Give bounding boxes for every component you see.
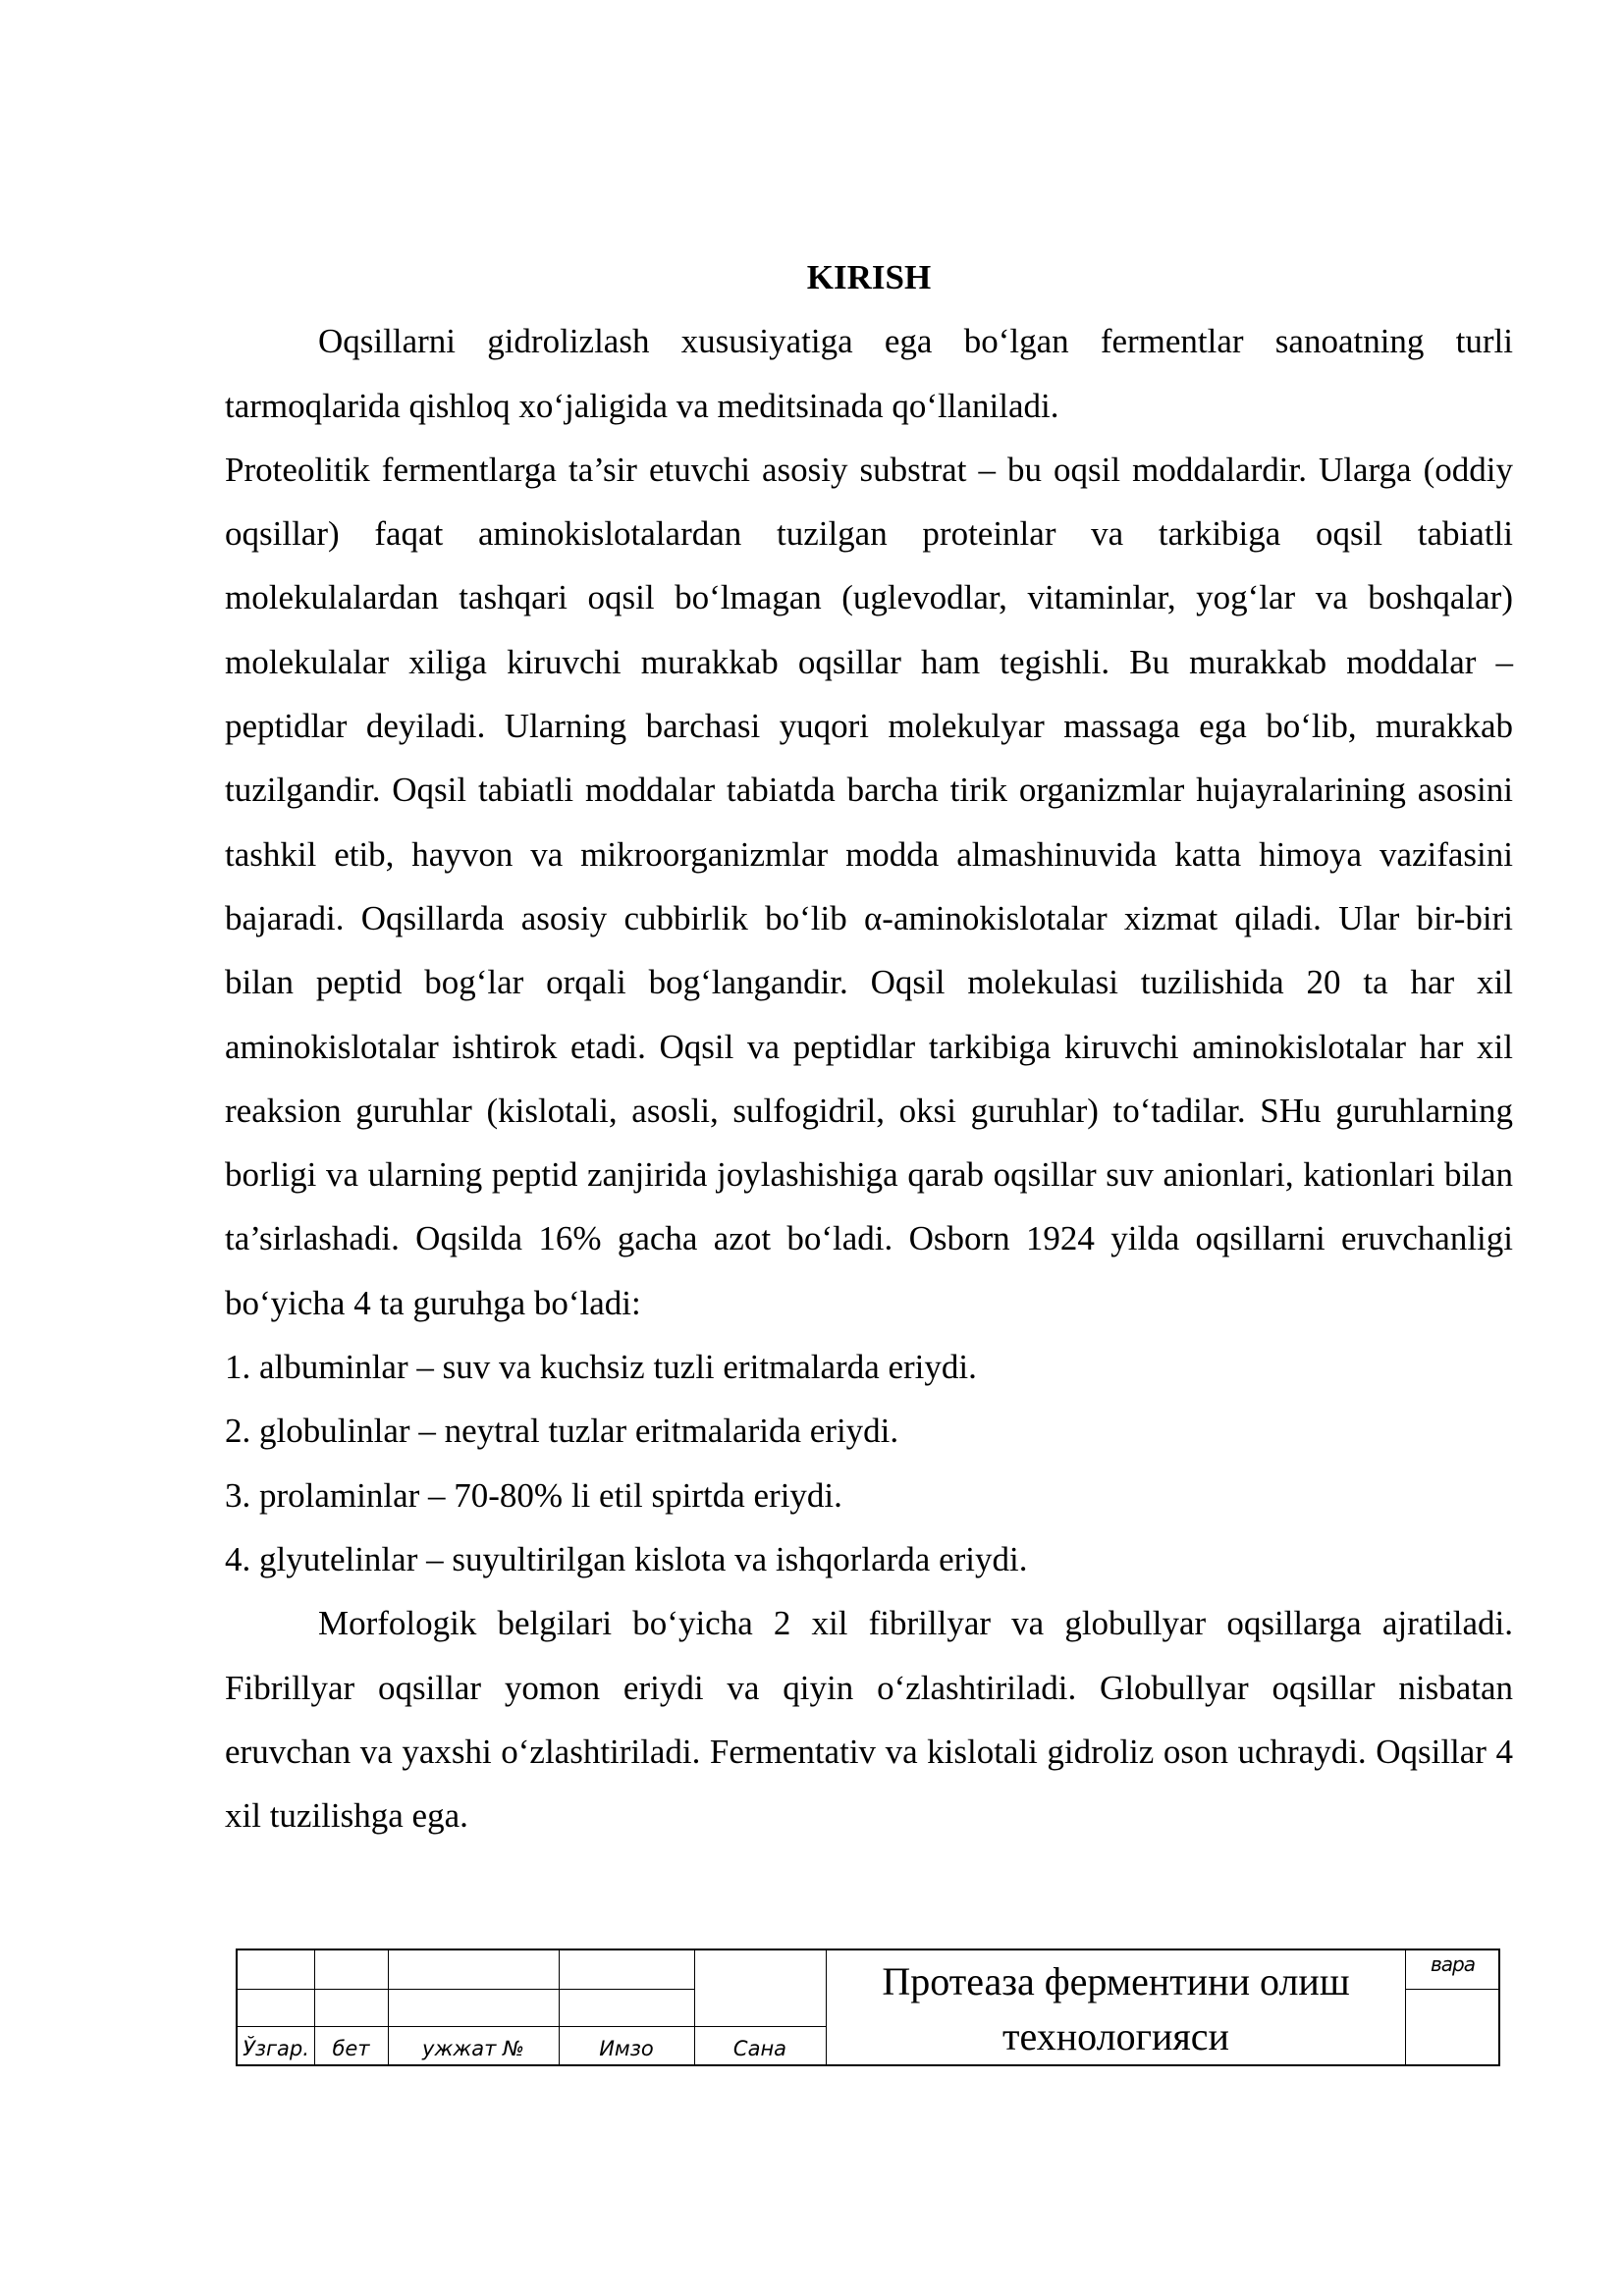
section-heading: KIRISH — [806, 258, 932, 296]
list-item: 4. glyutelinlar – suyultirilgan kislota va ishqorlarda eriydi. — [225, 1539, 1028, 1578]
paragraph: Morfologik belgilari bo‘yicha 2 xil fibrillyar va globullyar oqsillarga ajratiladi. Fibrillyar oqsillar yomon eriydi va qiyin o‘zlashtiriladi. Globullyar oqsillar nisbatan eruvchan va yaxshi o‘zlashtiriladi. Fermentativ va kislotali gidroliz oson uchraydi. Oqsillar 4 xil tuzilishga ega. — [225, 1604, 1513, 1836]
page-content — [225, 245, 1513, 1847]
list-item: 3. prolaminlar – 70-80% li etil spirtda eriydi. — [225, 1475, 842, 1515]
title-block — [236, 1949, 1500, 2066]
table-divider — [1405, 1989, 1500, 1990]
column-label-signature: Имзо — [599, 2037, 654, 2060]
list-item: 2. globulinlar – neytral tuzlar eritmalarida eriydi. — [225, 1412, 899, 1451]
paragraph: Proteolitik fermentlarga ta’sir etuvchi asosiy substrat – bu oqsil moddalardir. Ularga (oddiy oqsillar) faqat aminokislotalardan tuzilgan proteinlar va tarkibiga oqsil tabiatli molekulalardan tashqari oqsil bo‘lmagan (uglevodlar, vitaminlar, yog‘lar va boshqalar) molekulalar xiliga kiruvchi murakkab oqsillar ham tegishli. Bu murakkab moddalar – peptidlar deyiladi. Ularning barchasi yuqori molekulyar massaga ega bo‘lib, murakkab tuzilgandir. Oqsil tabiatli moddalar tabiatda barcha tirik organizmlar hujayralarining asosini tashkil etib, hayvon va mikroorganizmlar modda almashinuvida katta himoya vazifasini bajaradi. Oqsillarda asosiy cubbirlik bo‘lib α-aminokislotalar xizmat qiladi. Ular bir-biri bilan peptid bog‘lar orqali bog‘langandir. Oqsil molekulasi tuzilishida 20 ta har xil aminokislotalar ishtirok etadi. Oqsil va peptidlar tarkibiga kiruvchi aminokislotalar har xil reaksion guruhlar (kislotali, asosli, sulfogidril, oksi guruhlar) to‘tadilar. SHu guruhlarning borligi va ularning peptid zanjirida joylashishiga qarab oqsillar suv anionlari, kationlari bilan ta’sirlashadi. Oqsilda 16% gacha azot bo‘ladi. Osborn 1924 yilda oqsillarni eruvchanligi bo‘yicha 4 ta guruhga bo‘ladi: — [225, 450, 1513, 1322]
paragraph: Oqsillarni gidrolizlash xususiyatiga ega bo‘lgan fermentlar sanoatning turli tarmoqlarida qishloq xo‘jaligida va meditsinada qo‘llaniladi. — [225, 322, 1513, 425]
column-label-page: бет — [332, 2037, 370, 2060]
table-divider — [238, 1989, 694, 1990]
table-divider — [238, 2026, 826, 2027]
column-label-change: Ўзгар. — [243, 2037, 309, 2060]
column-label-date: Сана — [732, 2037, 787, 2060]
numbered-list — [225, 1335, 1513, 1591]
document-title: Протеаза ферментини олиш технологияси — [882, 1959, 1350, 2058]
sheet-label: вара — [1431, 1952, 1475, 1976]
column-label-doc-number: ужжат № — [422, 2037, 524, 2060]
list-item: 1. albuminlar – suv va kuchsiz tuzli eritmalarda eriydi. — [225, 1348, 977, 1387]
